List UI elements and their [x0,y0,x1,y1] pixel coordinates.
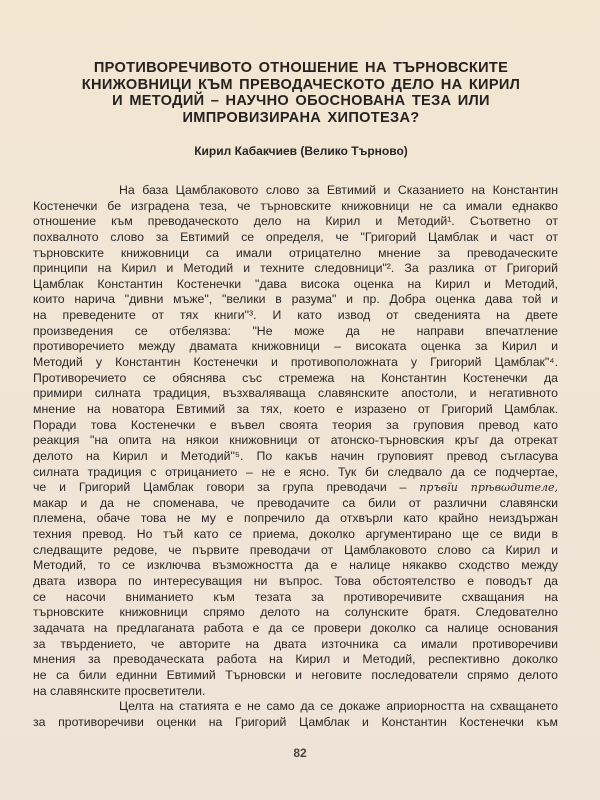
text-line: следващите редове, че първите преводачи от Цамблаковото слово са Кирил и [33,542,558,557]
title-line: И МЕТОДИЙ – НАУЧНО ОБОСНОВАНА ТЕЗА ИЛИ [112,93,490,109]
text-line: двата извора по интересуващия ни въпрос. Това обстоятелство е поводът да [33,574,558,589]
author-byline: Кирил Кабакчиев (Велико Търново) [194,144,408,158]
text-line: Целта на статията е не само да се докаже априорността на схващането [119,699,558,714]
text-line: похвалното слово за Евтимий се определя, че "Григорий Цамблак и част от [33,229,558,244]
text-line: които нарича "дивни мъже", "велики в разума" и пр. Добра оценка дава той и [33,292,558,307]
text-line: се насочи вниманието към тезата за противоречивите схващания на [33,589,558,604]
text-line: племена, обаче това не му е попречило да отхвърли като крайно неиздържан [33,511,558,526]
text-line: мнение на новатора Евтимий за тях, което е изразено от Григорий Цамблак. [33,401,558,416]
text-segment: че и Григорий Цамблак говори за група преводачи – [33,480,420,495]
text-line: произведения се отбелязва: "Не може да не направи впечатление [33,323,558,338]
article-title [56,60,546,126]
text-line: търновските книжовници спрямо делото на солунските братя. Следователно [33,605,558,620]
text-line: Противоречието се обяснява със стремежа на Константин Костенечки да [33,370,558,385]
text-line: Методий у Константин Костенечки и противоположната у Григорий Цамблак"⁴. [33,355,558,370]
text-line: Цамблак Константин Костенечки "дава висока оценка на Кирил и Методий, [33,276,558,291]
title-line: КНИЖОВНИЦИ КЪМ ПРЕВОДАЧЕСКОТО ДЕЛО НА КИРИЛ [81,76,521,93]
text-line: отношение към преводаческото дело на Кирил и Методий¹. Съответно от [33,214,558,229]
old-slavonic-quote: пръвїи прѣвωдителе, [419,481,558,495]
text-line: техния превод. Но тъй като се приема, доколко аргументирано ще се види в [33,527,558,542]
text-line: за противоречиви оценки на Григорий Цамблак и Константин Костенечки към [33,714,558,729]
text-line: мнения за преводаческата работа на Кирил и Методий, респективно доколко [33,652,558,667]
text-line: задачата на предлаганата работа е да се провери доколко са налице основания [33,620,558,635]
title-line: ИМПРОВИЗИРАНА ХИПОТЕЗА? [182,109,420,126]
text-line: принципи на Кирил и Методий и техните следовници"². За разлика от Григорий [33,261,558,276]
text-line: не са били единни Евтимий Търновски и неговите последователи спрямо делото [33,667,558,682]
page-number: 82 [293,746,307,760]
text-line: търновските книжовници са имали отрицателно мнение за преводаческите [33,245,558,260]
text-line: на славянските просветители. [33,683,206,698]
text-line: на преведените от тях книги"³. И като извод от сведенията на двете [33,308,558,323]
article-body [33,183,558,730]
text-line: Методий, то се изключва възможността да е налице някакво сходство между [33,558,558,573]
text-line: примири силната традиция, възхваляваща славянските апостоли, и негативното [33,386,558,401]
text-line: На база Цамблаковото слово за Евтимий и Сказанието на Константин [119,183,558,197]
text-line: макар и да не споменава, че преводачите са били от различни славянски [33,495,558,510]
title-line: ПРОТИВОРЕЧИВОТО ОТНОШЕНИЕ НА ТЪРНОВСКИТЕ [93,60,509,76]
text-line: силната традиция с отрицанието – не е ясно. Тук би следвало да се подчертае, [33,464,558,479]
text-line: Поради това Костенечки е въвел своята теория за груповия превод като [33,417,558,432]
text-line: Костенечки бе изградена теза, че търновските книжовници не са имали еднакво [33,198,558,213]
text-line-with-quote [33,480,558,496]
text-line: за твърдението, че авторите на двата източника са имали противоречиви [33,636,558,651]
text-line: противоречието между двамата книжовници – високата оценка за Кирил и [33,339,558,354]
text-line: реакция "на опита на някои книжовници от атонско-търновския кръг да отрекат [33,433,558,448]
text-line: делото на Кирил и Методий"⁵. По какъв начин груповият превод съгласува [33,448,558,463]
